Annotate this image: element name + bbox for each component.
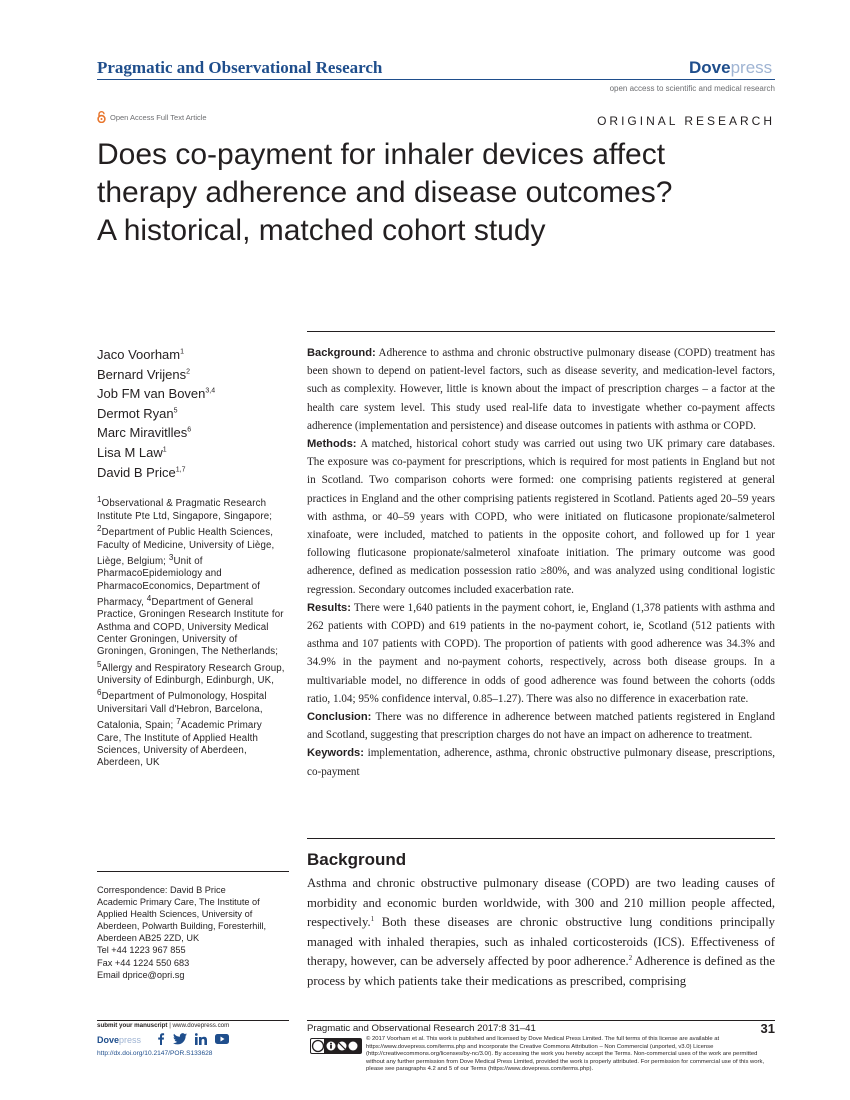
journal-citation: Pragmatic and Observational Research 2017:8 31–41 bbox=[307, 1023, 536, 1034]
author-name: Dermot Ryan$^5$ bbox=[97, 405, 178, 421]
abstract-background: Background: Adherence to asthma and chronic obstructive pulmonary disease (COPD) treatment has been shown to depend on patient-level factors, such as disease severity, and medication-level factors, such as complexity. However, little is known about the impact of prescription charges – a factor at the health care system level. This study used real-life data to investigate whether co-payment affects adherence (implementation and persistence) and disease outcomes in patients with asthma or COPD. bbox=[307, 347, 775, 432]
author-column bbox=[97, 345, 289, 770]
correspondence-divider bbox=[97, 871, 289, 872]
author-name: Jaco Voorham$^1$ bbox=[97, 347, 185, 362]
article-title bbox=[97, 136, 747, 250]
correspondence-line: Academic Primary Care, The Institute of bbox=[97, 897, 260, 908]
correspondence-line: Correspondence: David B Price bbox=[97, 885, 226, 895]
abstract bbox=[307, 344, 775, 781]
body-paragraph: Asthma and chronic obstructive pulmonary disease (COPD) are two leading causes of morbidity and economic burden worldwide, with 300 and 210 million people affected, respectively.$^1$ Both these diseases are chronic obstructive lung conditions principally managed with inhaled therapies, such as inhaled corticosteroids (ICS). Effectiveness of therapy, however, can be adversely affected by poor adherence.$^2$ Adherence is defined as the process by which patients take their medications as prescribed, comprising bbox=[307, 876, 775, 988]
publisher-logo-dark: Dove bbox=[689, 58, 731, 77]
footer-divider-left bbox=[97, 1020, 289, 1021]
author-name: Lisa M Law$^1$ bbox=[97, 444, 167, 460]
author-list bbox=[97, 345, 289, 482]
correspondence-line: Aberdeen, Polwarth Building, Foresterhill, bbox=[97, 921, 267, 932]
correspondence-email[interactable]: Email dprice@opri.sg bbox=[97, 969, 185, 980]
open-access-lock-icon bbox=[97, 111, 106, 123]
author-name: Job FM van Boven$^{3,4}$ bbox=[97, 386, 216, 402]
publisher-tagline: open access to scientific and medical research bbox=[609, 84, 775, 93]
author-name: Bernard Vrijens$^2$ bbox=[97, 366, 191, 382]
correspondence-line: Tel +44 1223 967 855 bbox=[97, 945, 186, 956]
title-line-2: therapy adherence and disease outcomes? bbox=[97, 176, 673, 209]
citation-ref[interactable]: 1 bbox=[370, 914, 375, 923]
license-text: © 2017 Voorham et al. This work is published and licensed by Dove Medical Press Limited. The full terms of this license are available at https://www.dovepress.com/terms.php and incorporate the Creative Commons Attribution – Non Commercial (unported, v3.0) License (http://creativecommons.org/licenses/by-nc/3.0/). By accessing the work you hereby accept the Terms. Non-commercial uses of the work are permitted without any further permission from Dove Medical Press Limited, provided the work is properly attributed. For permission for commercial use of this work, please see paragraphs 4.2 and 5 of our Terms (https://www.dovepress.com/terms.php). bbox=[366, 1036, 765, 1073]
open-access-badge bbox=[97, 111, 207, 123]
citation-ref[interactable]: 2 bbox=[628, 954, 633, 963]
page-number: 31 bbox=[760, 1021, 775, 1036]
section-divider bbox=[307, 838, 775, 839]
correspondence-line: Applied Health Sciences, University of bbox=[97, 909, 253, 920]
title-line-1: Does co-payment for inhaler devices affect bbox=[97, 138, 666, 171]
publisher-logo-light: press bbox=[730, 58, 773, 77]
title-line-3: A historical, matched cohort study bbox=[97, 214, 546, 247]
journal-name: Pragmatic and Observational Research bbox=[97, 58, 383, 77]
abstract-methods: Methods: A matched, historical cohort study was carried out using two UK primary care databases. The exposure was co-payment for prescriptions, which is required for most patients in England but not in Scotland. Two comparison cohorts were formed: one comprising patients registered at general practices in England and the other comprising patients registered in Scotland. Patients aged 20–59 years with asthma, or 40–59 years with COPD, who were initiated on fluticasone propionate/salmeterol xinafoate, were included, matched to patients in the opposite cohort, and followed up for 1 year following fluticasone propionate/salmeterol xinafoate initiation. The primary outcome was good adherence, defined as medication possession ratio ≥80%, and was analyzed using conditional logistic regression. Secondary outcomes included exacerbation rate. bbox=[307, 438, 775, 596]
linkedin-icon[interactable] bbox=[195, 1033, 207, 1045]
section-heading-background: Background bbox=[307, 850, 407, 869]
facebook-icon[interactable] bbox=[157, 1033, 165, 1045]
author-name: Marc Miravitlles$^6$ bbox=[97, 425, 192, 441]
youtube-icon[interactable] bbox=[215, 1033, 229, 1045]
abstract-results: Results: There were 1,640 patients in the payment cohort, ie, England (1,378 patients with asthma and 262 patients with COPD) and 619 patients in the no-payment cohort, ie, Scotland (512 patients with asthma and 107 patients with COPD). The proportion of patients with good adherence was 34.3% and 34.9% in the payment and no-payment cohorts, respectively, across both disease groups. In a multivariable model, no difference in odds of good adherence was found between the cohorts (odds ratio, 1.04; 95% confidence interval, 0.85–1.27). There was also no difference in exacerbation rate. bbox=[307, 601, 775, 705]
footer-divider-right bbox=[307, 1020, 775, 1021]
doi-link[interactable]: http://dx.doi.org/10.2147/POR.S133628 bbox=[97, 1050, 213, 1057]
publisher-logo[interactable] bbox=[689, 58, 772, 78]
submit-manuscript-link[interactable]: submit your manuscript | www.dovepress.com bbox=[97, 1022, 230, 1029]
correspondence-block bbox=[97, 884, 292, 981]
header-divider bbox=[97, 79, 775, 80]
creative-commons-badge[interactable] bbox=[310, 1038, 362, 1054]
abstract-conclusion: Conclusion: There was no difference in adherence between matched patients registered in England and Scotland, suggesting that prescription charges do not have an impact on adherence to treatment. bbox=[307, 711, 775, 742]
twitter-icon[interactable] bbox=[173, 1033, 187, 1045]
correspondence-line: Fax +44 1224 550 683 bbox=[97, 957, 190, 968]
footer-publisher-logo[interactable]: Dovepress bbox=[97, 1035, 142, 1045]
author-name: David B Price$^{1,7}$ bbox=[97, 464, 186, 480]
article-type: ORIGINAL RESEARCH bbox=[597, 114, 775, 128]
social-links bbox=[157, 1033, 229, 1045]
open-access-label: Open Access Full Text Article bbox=[110, 112, 207, 122]
affiliations: $^1$Observational & Pragmatic Research Institute Pte Ltd, Singapore, Singapore; $^2$Department of Public Health Sciences, Faculty of Medicine, University of Liège, Liège, Belgium; $^3$Unit of PharmacoEpidemiology and PharmacoEconomics, Department of Pharmacy, $^4$Department of General Practice, Groningen Research Institute for Asthma and COPD, University Medical Center Groningen, University of Groningen, Groningen, The Netherlands; $^5$Allergy and Respiratory Research Group, University of Edinburgh, Edinburgh, UK, $^6$Department of Pulmonology, Hospital Universitari Vall d'Hebron, Barcelona, Catalonia, Spain; $^7$Academic Primary Care, The Institute of Applied Health Sciences, University of Aberdeen, Aberdeen, UK bbox=[97, 495, 285, 769]
abstract-divider bbox=[307, 331, 775, 332]
correspondence-line: Aberdeen AB25 2ZD, UK bbox=[97, 933, 200, 944]
abstract-keywords: Keywords: implementation, adherence, asthma, chronic obstructive pulmonary disease, prescriptions, co-payment bbox=[307, 747, 775, 778]
